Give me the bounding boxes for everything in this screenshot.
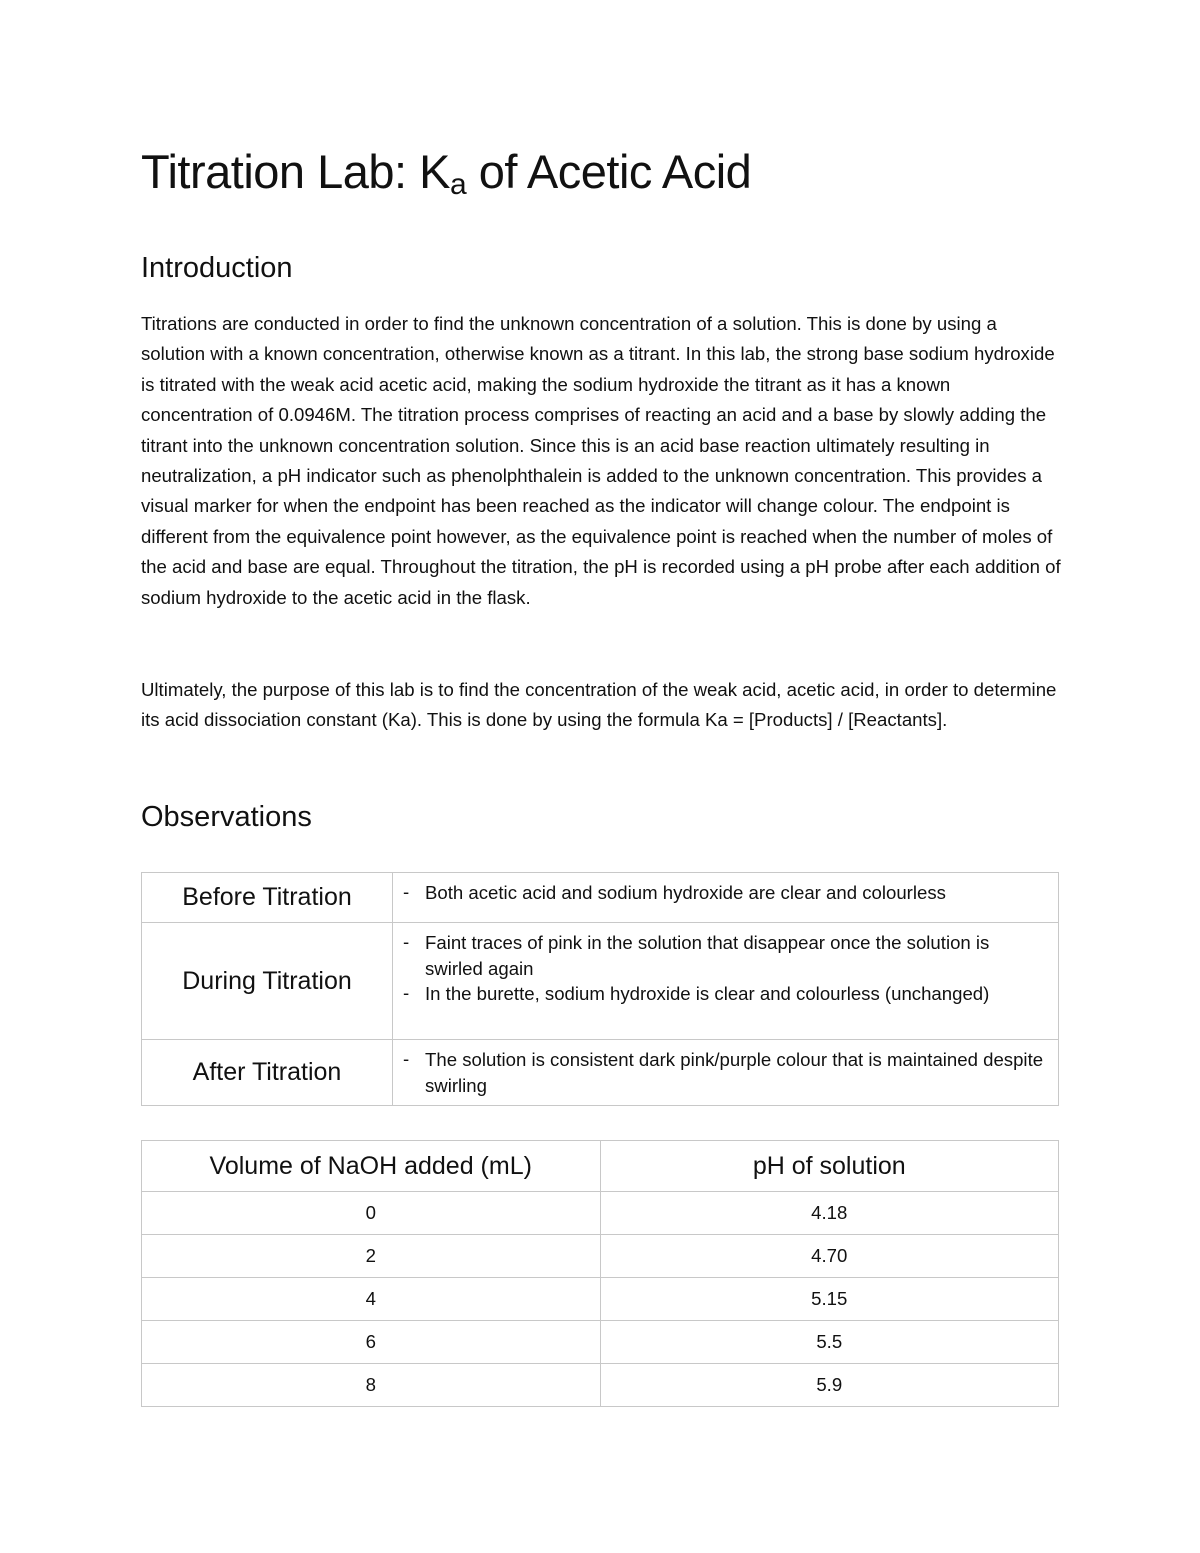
observation-label: During Titration	[142, 923, 393, 1040]
volume-cell: 0	[142, 1192, 601, 1235]
observation-list	[401, 880, 1050, 906]
observation-description	[393, 873, 1059, 923]
volume-cell: 2	[142, 1235, 601, 1278]
table-row	[142, 923, 1059, 1040]
observations-table	[141, 872, 1059, 1106]
observations-heading: Observations	[141, 801, 312, 833]
table-header-row	[142, 1141, 1059, 1192]
observation-label: After Titration	[142, 1040, 393, 1106]
volume-cell: 8	[142, 1364, 601, 1407]
list-item: - Both acetic acid and sodium hydroxide are clear and colourless	[401, 880, 1050, 906]
ph-cell: 4.70	[600, 1235, 1059, 1278]
observation-description	[393, 923, 1059, 1040]
ph-cell: 5.15	[600, 1278, 1059, 1321]
column-header-ph: pH of solution	[600, 1141, 1059, 1192]
title-subscript: a	[449, 168, 467, 201]
ph-data-table	[141, 1140, 1059, 1407]
table-row	[142, 1040, 1059, 1106]
table-row	[142, 873, 1059, 923]
title-main: Titration Lab: K	[141, 145, 450, 198]
table-row	[142, 1364, 1059, 1407]
list-item: - Faint traces of pink in the solution that disappear once the solution is swirled again	[401, 930, 1050, 981]
introduction-paragraph-1: Titrations are conducted in order to find the unknown concentration of a solution. This is done by using a solution with a known concentration, otherwise known as a titrant. In this lab, the strong base sodium hydroxide is titrated with the weak acid acetic acid, making the sodium hydroxide the titrant as it has a known concentration of 0.0946M. The titration process comprises of reacting an acid and a base by slowly adding the titrant into the unknown concentration solution. Since this is an acid base reaction ultimately resulting in neutralization, a pH indicator such as phenolphthalein is added to the unknown concentration. This provides a visual marker for when the endpoint has been reached as the indicator will change colour. The endpoint is different from the equivalence point however, as the equivalence point is reached when the number of moles of the acid and base are equal. Throughout the titration, the pH is recorded using a pH probe after each addition of sodium hydroxide to the acetic acid in the flask.	[141, 313, 1061, 608]
volume-cell: 6	[142, 1321, 601, 1364]
table-row	[142, 1321, 1059, 1364]
title-rest: of Acetic Acid	[466, 145, 752, 198]
table-row	[142, 1192, 1059, 1235]
column-header-volume: Volume of NaOH added (mL)	[142, 1141, 601, 1192]
list-item: - In the burette, sodium hydroxide is clear and colourless (unchanged)	[401, 981, 1050, 1007]
introduction-paragraph-2: Ultimately, the purpose of this lab is to find the concentration of the weak acid, acetic acid, in order to determine its acid dissociation constant (Ka). This is done by using the formula Ka = [Products] / [Reactants].	[141, 679, 1057, 731]
table-row	[142, 1235, 1059, 1278]
volume-cell: 4	[142, 1278, 601, 1321]
ph-cell: 5.9	[600, 1364, 1059, 1407]
table-row	[142, 1278, 1059, 1321]
observation-list	[401, 930, 1050, 1007]
introduction-heading: Introduction	[141, 252, 293, 284]
list-item: - The solution is consistent dark pink/purple colour that is maintained despite swirling	[401, 1047, 1050, 1098]
ph-cell: 4.18	[600, 1192, 1059, 1235]
observation-description	[393, 1040, 1059, 1106]
ph-cell: 5.5	[600, 1321, 1059, 1364]
page-title	[141, 142, 751, 215]
observation-list	[401, 1047, 1050, 1098]
observation-label: Before Titration	[142, 873, 393, 923]
